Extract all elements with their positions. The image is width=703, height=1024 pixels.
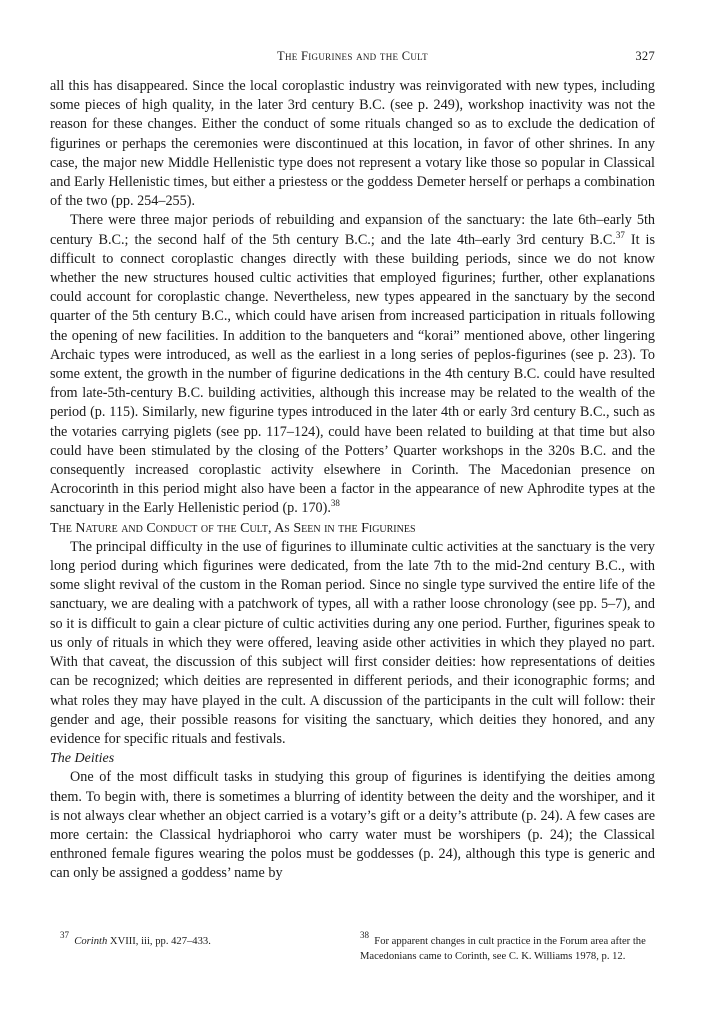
paragraph-text: There were three major periods of rebuilding and expansion of the sanctuary: the late 6th–early 5th century B.C.; the second half of the 5th century B.C.; and the late 4th–early 3rd century B.C.	[50, 212, 655, 248]
body-text	[50, 77, 655, 884]
running-head-title: The Figurines and the Cult	[277, 49, 428, 63]
paragraph: all this has disappeared. Since the local coroplastic industry was reinvigorated with new types, including some pieces of high quality, in the later 3rd century B.C. (see p. 249), workshop inactivity was not the reason for these changes. Either the conduct of some rituals changed so as to exclude the dedication of figurines or perhaps the ceremonies were discontinued at this location, in favor of other shrines. In any case, the major new Middle Hellenistic type does not represent a votary like those so popular in Classical and Early Hellenistic times, but either a priestess or the goddess Demeter herself or perhaps a combination of the two (pp. 254–255).	[50, 78, 655, 210]
paragraph: One of the most difficult tasks in studying this group of figurines is identifying the deities among them. To begin with, there is sometimes a blurring of identity between the deity and the worshiper, and it is not always clear whether an object carried is a votary’s gift or a deity’s attribute (p. 24). A few cases are more certain: the Classical hydriaphoroi who carry water must be worshipers (p. 24); the Classical enthroned female figures wearing the polos must be goddesses (p. 24), although this type is generic and can only be assigned a goddess’ name by	[50, 769, 655, 882]
footnote-number: 37	[60, 930, 69, 940]
note-ref-37[interactable]: 37	[615, 229, 625, 240]
footnote-number: 38	[360, 930, 369, 940]
paragraph: The principal difficulty in the use of figurines to illuminate cultic activities at the sanctuary is the very long period during which figurines were dedicated, from the late 7th to the mid-2nd century B.C., with some slight revival of the custom in the Roman period. Since no single type survived the entire life of the sanctuary, we are dealing with a patchwork of types, all with a rather loose chronology (see pp. 5–7), and so it is difficult to gain a clear picture of cultic activities during any one period. Further, figurines speak to us only of rituals in which they were offered, leaving aside other activities in which they played no part. With that caveat, the discussion of this subject will first consider deities: how representations of deities can be recognized; which deities are represented in different periods, and their iconographic forms; and what roles they may have played in the cult. A discussion of the participants in the cult will follow: their gender and age, their possible reasons for visiting the sanctuary, which deities they honored, and any evidence for specific rituals and festivals.	[50, 538, 655, 747]
paragraph	[50, 211, 655, 518]
paragraph-text: It is difficult to connect coroplastic changes directly with these building periods, since we do not know whether the new structures housed cultic activities that employed figurines; further, other explanations could account for coroplastic change. Nevertheless, new types appeared in the sanctuary by the second quarter of the 5th century B.C., which could have arisen from increased participation in rituals following the opening of new facilities. In addition to the banqueters and “korai” mentioned above, other lingering Archaic types were introduced, as well as the earliest in a long series of peplos-figurines (see p. 23). To some extent, the growth in the number of figurine dedications in the 4th century B.C. could have resulted from late-5th-century B.C. building activities, although this increase may be related to the wealth of the period (p. 115). Similarly, new figurine types introduced in the later 4th or early 3rd century B.C., such as the votaries carrying piglets (see pp. 117–124), could have been related to building at that time but also could have been stimulated by the closing of the Potters’ Quarter workshops in the 320s B.C. and the consequently increased coroplastic activity elsewhere in Corinth. The Macedonian presence on Acrocorinth in this period might also have been a factor in the appearance of new Aphrodite types at the sanctuary in the Early Hellenistic period (p. 170).	[50, 231, 655, 517]
footnote-title: Corinth	[74, 936, 108, 947]
page-number: 327	[635, 49, 655, 63]
footnote-text: For apparent changes in cult practice in the Forum area after the Macedonians came to Corinth, see C. K. Williams 1978, p. 12.	[360, 936, 646, 962]
note-ref-38[interactable]: 38	[330, 498, 340, 509]
section-heading: The Nature and Conduct of the Cult, As Seen in the Figurines	[50, 520, 416, 536]
running-head	[50, 49, 655, 65]
subsection-heading: The Deities	[50, 751, 115, 767]
footnote-38	[360, 930, 655, 964]
footnote-text: XVIII, iii, pp. 427–433.	[107, 936, 211, 947]
footnote-37	[60, 930, 320, 949]
